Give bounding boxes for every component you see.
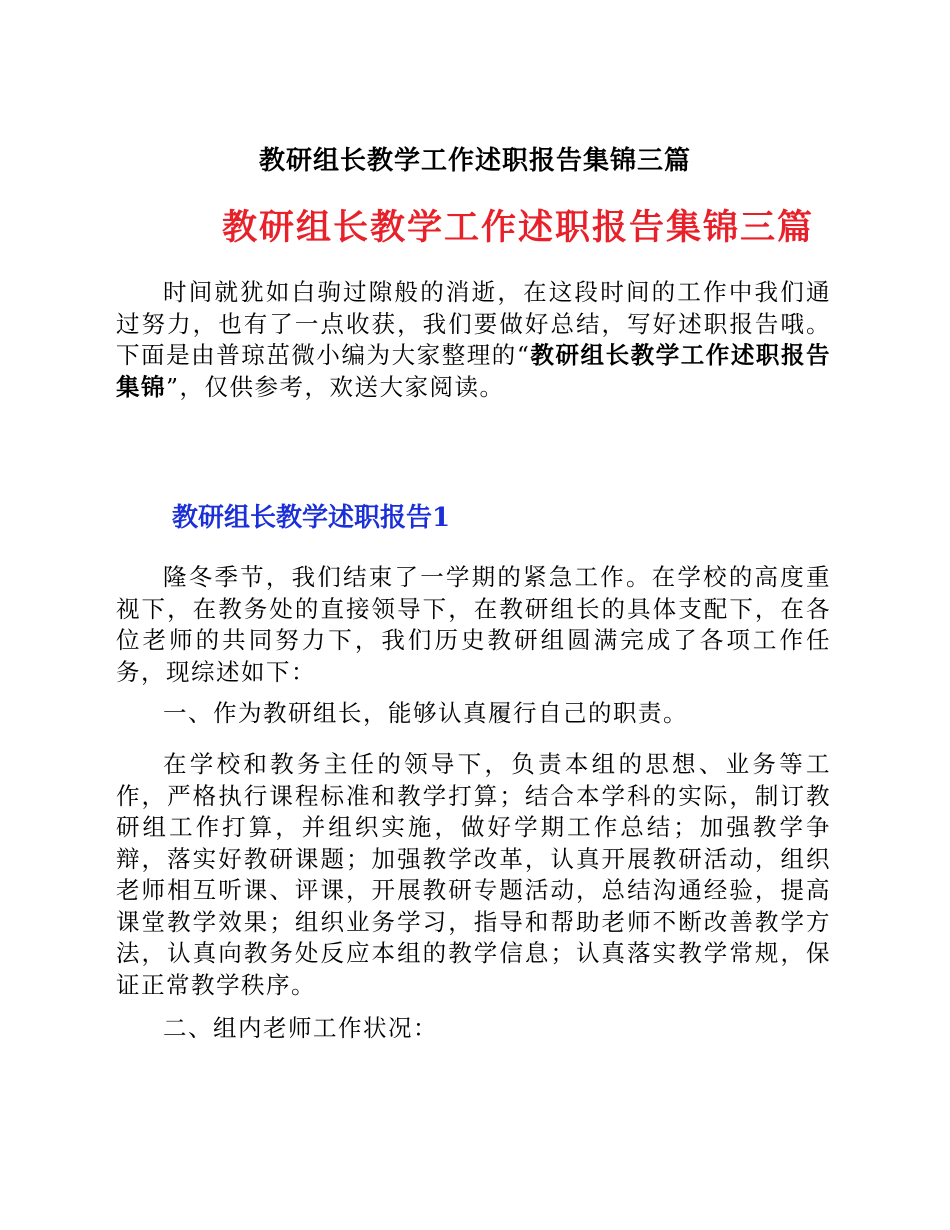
document-header: 教研组长教学工作述职报告集锦三篇: [258, 146, 691, 176]
document-title: 教研组长教学工作述职报告集锦三篇: [222, 207, 815, 248]
intro-text-after: ”，仅供参考，欢送大家阅读。: [166, 372, 505, 401]
body-paragraph: 在学校和教务主任的领导下，负责本组的思想、业务等工作，严格执行课程标准和教学打算；结合本学科的实际，制订教研组工作打算，并组织实施，做好学期工作总结；加强教学争辩，落实好教研课题；加强教学改革，认真开展教研活动，组织老师相互听课、评课，开展教研专题活动，总结沟通经验，提高课堂教学效果；组织业务学习，指导和帮助老师不断改善教学方法，认真向教务处反应本组的教学信息；认真落实教学常规，保证正常教学秩序。: [116, 750, 831, 999]
body-paragraph: 一、作为教研组长，能够认真履行自己的职责。: [163, 699, 688, 727]
section-heading: 教研组长教学述职报告1: [172, 503, 451, 533]
intro-text-before: 时间就犹如白驹过隙般的消逝，在这段时间的工作中我们通过努力，也有了一点收获，我们要做好总结，写好述职报告哦。下面是由普琼茁微小编为大家整理的“: [116, 278, 831, 369]
intro-paragraph: [116, 277, 831, 403]
body-paragraph: 隆冬季节，我们结束了一学期的紧急工作。在学校的高度重视下，在教务处的直接领导下，在教研组长的具体支配下，在各位老师的共同努力下，我们历史教研组圆满完成了各项工作任务，现综述如下：: [116, 563, 831, 686]
intro-text-bold: 教研组长教学工作述职报告集锦: [116, 341, 832, 401]
body-paragraph: 二、组内老师工作状况：: [163, 1014, 438, 1042]
